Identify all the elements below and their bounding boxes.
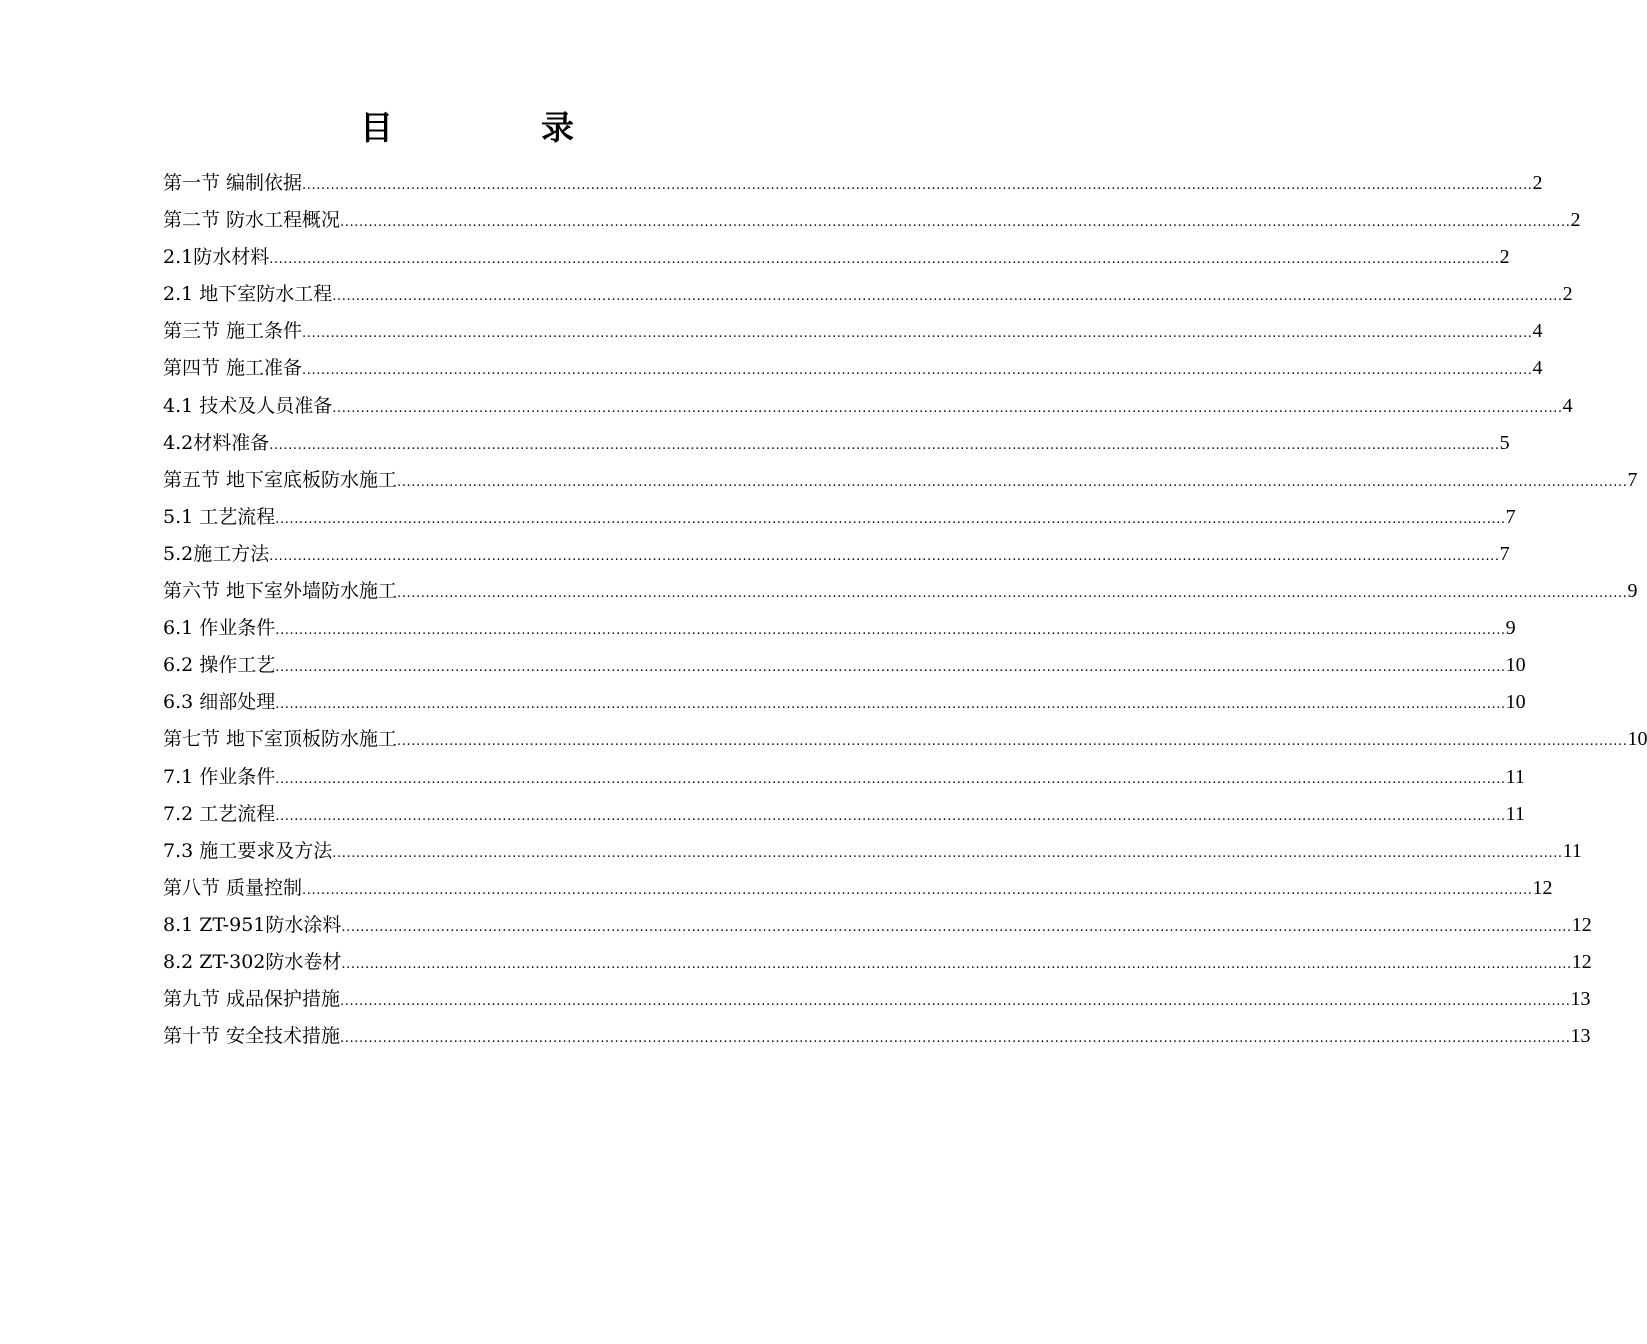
- toc-entry[interactable]: [163, 350, 1543, 387]
- toc-dot-leader: ....................................................................................................................................................................................................................................................................: [341, 956, 1572, 972]
- toc-entry-title: 7.1 作业条件: [163, 765, 276, 788]
- toc-entry-page-number: 12: [1571, 950, 1592, 973]
- toc-title: [0, 106, 950, 150]
- toc-dot-leader: ....................................................................................................................................................................................................................................................................: [302, 363, 1533, 379]
- toc-entry[interactable]: [163, 759, 1525, 796]
- toc-entry-page-number: 13: [1570, 1025, 1591, 1048]
- toc-dot-leader: ....................................................................................................................................................................................................................................................................: [275, 623, 1506, 639]
- toc-dot-leader: ....................................................................................................................................................................................................................................................................: [397, 586, 1628, 602]
- toc-entry[interactable]: [163, 684, 1526, 721]
- toc-dot-leader: ....................................................................................................................................................................................................................................................................: [302, 326, 1533, 342]
- toc-entry-page-number: 12: [1532, 876, 1553, 899]
- toc-entry[interactable]: [163, 944, 1592, 981]
- toc-entry-page-number: 5: [1499, 431, 1510, 454]
- table-of-contents: [163, 165, 1647, 1055]
- toc-entry[interactable]: [163, 425, 1510, 462]
- toc-dot-leader: ....................................................................................................................................................................................................................................................................: [302, 882, 1533, 898]
- toc-entry-title: 第七节 地下室顶板防水施工: [163, 728, 398, 751]
- toc-entry-page-number: 7: [1627, 468, 1638, 491]
- toc-entry-page-number: 4: [1532, 357, 1543, 380]
- toc-dot-leader: ....................................................................................................................................................................................................................................................................: [341, 919, 1572, 935]
- toc-entry-page-number: 11: [1562, 839, 1582, 862]
- toc-entry-title: 第一节 编制依据: [163, 172, 303, 194]
- toc-entry[interactable]: [163, 796, 1525, 833]
- toc-entry-page-number: 7: [1505, 505, 1516, 528]
- toc-entry-title: 5.1 工艺流程: [163, 505, 276, 528]
- toc-entry[interactable]: [163, 202, 1581, 239]
- toc-entry-page-number: 2: [1570, 209, 1581, 232]
- toc-entry-title: 8.1 ZT-951防水涂料: [163, 913, 342, 936]
- toc-entry-title: 6.1 作业条件: [163, 617, 276, 640]
- toc-dot-leader: ....................................................................................................................................................................................................................................................................: [332, 845, 1563, 861]
- toc-dot-leader: ....................................................................................................................................................................................................................................................................: [340, 994, 1571, 1010]
- toc-entry-page-number: 11: [1505, 802, 1525, 825]
- toc-entry-title: 2.1 地下室防水工程: [163, 283, 333, 306]
- toc-entry[interactable]: [163, 462, 1638, 499]
- toc-entry-page-number: 10: [1505, 691, 1526, 714]
- toc-entry[interactable]: [163, 313, 1543, 350]
- toc-entry[interactable]: [163, 721, 1647, 758]
- toc-dot-leader: ....................................................................................................................................................................................................................................................................: [275, 660, 1506, 676]
- toc-entry[interactable]: [163, 610, 1516, 647]
- toc-dot-leader: ....................................................................................................................................................................................................................................................................: [275, 697, 1506, 713]
- toc-entry[interactable]: [163, 907, 1592, 944]
- toc-entry-title: 8.2 ZT-302防水卷材: [163, 950, 342, 973]
- toc-dot-leader: ....................................................................................................................................................................................................................................................................: [397, 734, 1628, 750]
- toc-entry-page-number: 12: [1571, 913, 1592, 936]
- toc-entry-title: 2.1防水材料: [163, 246, 270, 269]
- toc-entry-title: 4.2材料准备: [163, 431, 270, 454]
- toc-entry-page-number: 4: [1532, 320, 1543, 343]
- toc-entry-title: 7.3 施工要求及方法: [163, 839, 333, 862]
- toc-entry[interactable]: [163, 573, 1638, 610]
- toc-entry-page-number: 2: [1532, 172, 1543, 194]
- toc-dot-leader: ....................................................................................................................................................................................................................................................................: [275, 771, 1506, 787]
- toc-entry[interactable]: [163, 276, 1573, 313]
- toc-entry[interactable]: [163, 499, 1516, 536]
- toc-entry-title: 6.2 操作工艺: [163, 654, 276, 677]
- toc-entry-title: 第四节 施工准备: [163, 357, 303, 380]
- toc-entry-page-number: 7: [1499, 542, 1510, 565]
- toc-entry-title: 第八节 质量控制: [163, 876, 303, 899]
- toc-entry[interactable]: [163, 870, 1553, 907]
- toc-entry-page-number: 2: [1562, 283, 1573, 306]
- toc-title-char-1: 目: [360, 108, 393, 147]
- toc-dot-leader: ....................................................................................................................................................................................................................................................................: [269, 437, 1500, 453]
- toc-entry-title: 4.1 技术及人员准备: [163, 394, 333, 417]
- toc-entry-title: 第二节 防水工程概况: [163, 209, 341, 232]
- toc-entry[interactable]: [163, 647, 1526, 684]
- toc-dot-leader: ....................................................................................................................................................................................................................................................................: [332, 289, 1563, 305]
- toc-entry-title: 第三节 施工条件: [163, 320, 303, 343]
- toc-dot-leader: ....................................................................................................................................................................................................................................................................: [302, 178, 1533, 193]
- toc-dot-leader: ....................................................................................................................................................................................................................................................................: [275, 511, 1506, 527]
- toc-entry-title: 第九节 成品保护措施: [163, 988, 341, 1011]
- toc-dot-leader: ....................................................................................................................................................................................................................................................................: [269, 548, 1500, 564]
- toc-dot-leader: ....................................................................................................................................................................................................................................................................: [340, 1031, 1571, 1047]
- toc-entry-title: 第六节 地下室外墙防水施工: [163, 580, 398, 603]
- toc-entry-title: 第十节 安全技术措施: [163, 1025, 341, 1048]
- toc-entry[interactable]: [163, 536, 1510, 573]
- toc-entry-page-number: 9: [1627, 580, 1638, 603]
- toc-entry-page-number: 11: [1505, 765, 1525, 788]
- toc-entry-page-number: 9: [1505, 617, 1516, 640]
- toc-entry[interactable]: [163, 981, 1591, 1018]
- toc-entry-title: 第五节 地下室底板防水施工: [163, 468, 398, 491]
- toc-entry-page-number: 4: [1562, 394, 1573, 417]
- toc-entry[interactable]: [163, 833, 1582, 870]
- toc-dot-leader: ....................................................................................................................................................................................................................................................................: [340, 215, 1571, 231]
- toc-entry-page-number: 13: [1570, 988, 1591, 1011]
- toc-entry[interactable]: [163, 165, 1543, 202]
- toc-entry[interactable]: [163, 1018, 1591, 1055]
- toc-entry[interactable]: [163, 388, 1573, 425]
- toc-entry-page-number: 10: [1627, 728, 1647, 751]
- toc-entry-title: 5.2施工方法: [163, 542, 270, 565]
- toc-dot-leader: ....................................................................................................................................................................................................................................................................: [397, 474, 1628, 490]
- toc-entry-page-number: 2: [1499, 246, 1510, 269]
- toc-entry-title: 7.2 工艺流程: [163, 802, 276, 825]
- toc-entry-page-number: 10: [1505, 654, 1526, 677]
- toc-dot-leader: ....................................................................................................................................................................................................................................................................: [275, 808, 1506, 824]
- toc-entry[interactable]: [163, 239, 1510, 276]
- toc-dot-leader: ....................................................................................................................................................................................................................................................................: [332, 400, 1563, 416]
- toc-entry-title: 6.3 细部处理: [163, 691, 276, 714]
- toc-title-char-2: 录: [541, 108, 574, 147]
- toc-dot-leader: ....................................................................................................................................................................................................................................................................: [269, 252, 1500, 268]
